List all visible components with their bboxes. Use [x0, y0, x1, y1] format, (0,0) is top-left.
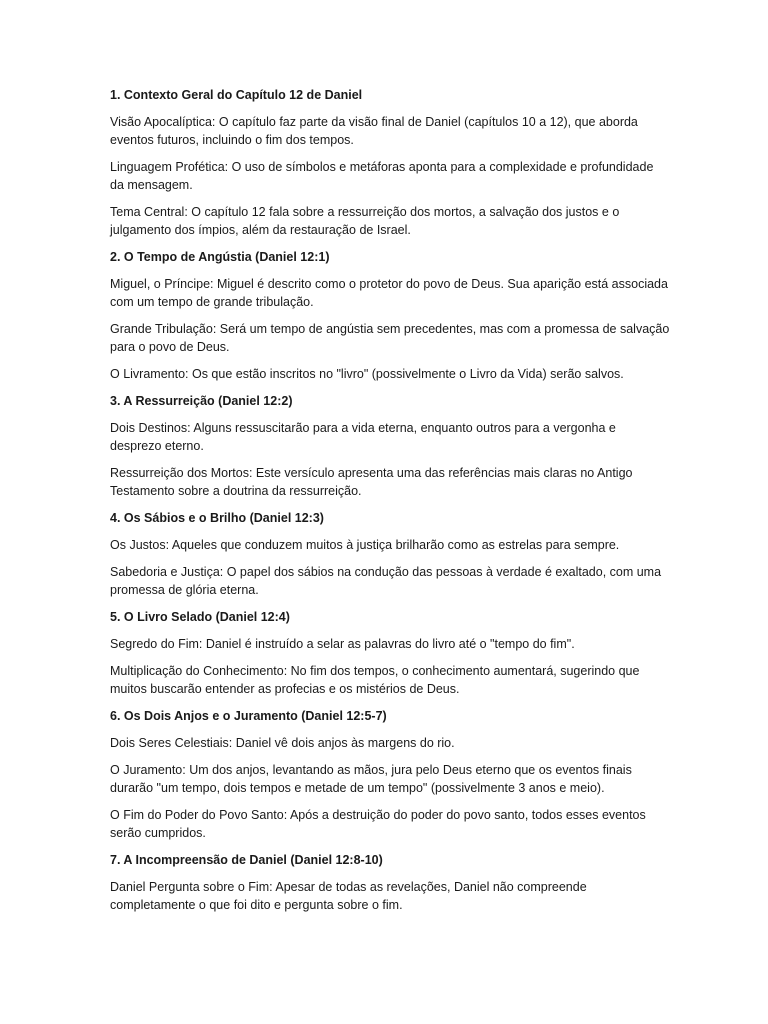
section-5 [110, 608, 670, 698]
section-heading: 3. A Ressurreição (Daniel 12:2) [110, 394, 293, 408]
paragraph: Daniel Pergunta sobre o Fim: Apesar de todas as revelações, Daniel não compreende completamente o que foi dito e pergunta sobre o fim. [110, 880, 587, 912]
section-1 [110, 86, 670, 239]
paragraph: Linguagem Profética: O uso de símbolos e metáforas aponta para a complexidade e profundidade da mensagem. [110, 160, 654, 192]
section-2 [110, 248, 670, 383]
paragraph: Segredo do Fim: Daniel é instruído a selar as palavras do livro até o "tempo do fim". [110, 637, 575, 651]
paragraph: Tema Central: O capítulo 12 fala sobre a ressurreição dos mortos, a salvação dos justos e o julgamento dos ímpios, além da restauração de Israel. [110, 205, 620, 237]
section-heading: 5. O Livro Selado (Daniel 12:4) [110, 610, 290, 624]
section-3 [110, 392, 670, 500]
section-heading: 1. Contexto Geral do Capítulo 12 de Daniel [110, 88, 363, 102]
paragraph: Multiplicação do Conhecimento: No fim dos tempos, o conhecimento aumentará, sugerindo que muitos buscarão entender as profecias e os mistérios de Deus. [110, 664, 640, 696]
paragraph: Miguel, o Príncipe: Miguel é descrito como o protetor do povo de Deus. Sua aparição está associada com um tempo de grande tribulação. [110, 277, 668, 309]
section-6 [110, 707, 670, 842]
section-7 [110, 851, 670, 914]
section-heading: 6. Os Dois Anjos e o Juramento (Daniel 12:5-7) [110, 709, 387, 723]
section-heading: 7. A Incompreensão de Daniel (Daniel 12:8-10) [110, 853, 383, 867]
paragraph: Sabedoria e Justiça: O papel dos sábios na condução das pessoas à verdade é exaltado, com uma promessa de glória eterna. [110, 565, 662, 597]
paragraph: Visão Apocalíptica: O capítulo faz parte da visão final de Daniel (capítulos 10 a 12), que aborda eventos futuros, incluindo o fim dos tempos. [110, 115, 638, 147]
section-4 [110, 509, 670, 599]
paragraph: Ressurreição dos Mortos: Este versículo apresenta uma das referências mais claras no Antigo Testamento sobre a doutrina da ressurreição. [110, 466, 633, 498]
paragraph: O Juramento: Um dos anjos, levantando as mãos, jura pelo Deus eterno que os eventos finais durarão "um tempo, dois tempos e metade de um tempo" (possivelmente 3 anos e meio). [110, 763, 632, 795]
document-page [110, 86, 670, 923]
paragraph: Grande Tribulação: Será um tempo de angústia sem precedentes, mas com a promessa de salvação para o povo de Deus. [110, 322, 670, 354]
section-heading: 4. Os Sábios e o Brilho (Daniel 12:3) [110, 511, 324, 525]
paragraph: O Livramento: Os que estão inscritos no "livro" (possivelmente o Livro da Vida) serão salvos. [110, 367, 624, 381]
paragraph: O Fim do Poder do Povo Santo: Após a destruição do poder do povo santo, todos esses eventos serão cumpridos. [110, 808, 646, 840]
section-heading: 2. O Tempo de Angústia (Daniel 12:1) [110, 250, 330, 264]
paragraph: Dois Seres Celestiais: Daniel vê dois anjos às margens do rio. [110, 736, 455, 750]
paragraph: Os Justos: Aqueles que conduzem muitos à justiça brilharão como as estrelas para sempre. [110, 538, 620, 552]
paragraph: Dois Destinos: Alguns ressuscitarão para a vida eterna, enquanto outros para a vergonha e desprezo eterno. [110, 421, 616, 453]
